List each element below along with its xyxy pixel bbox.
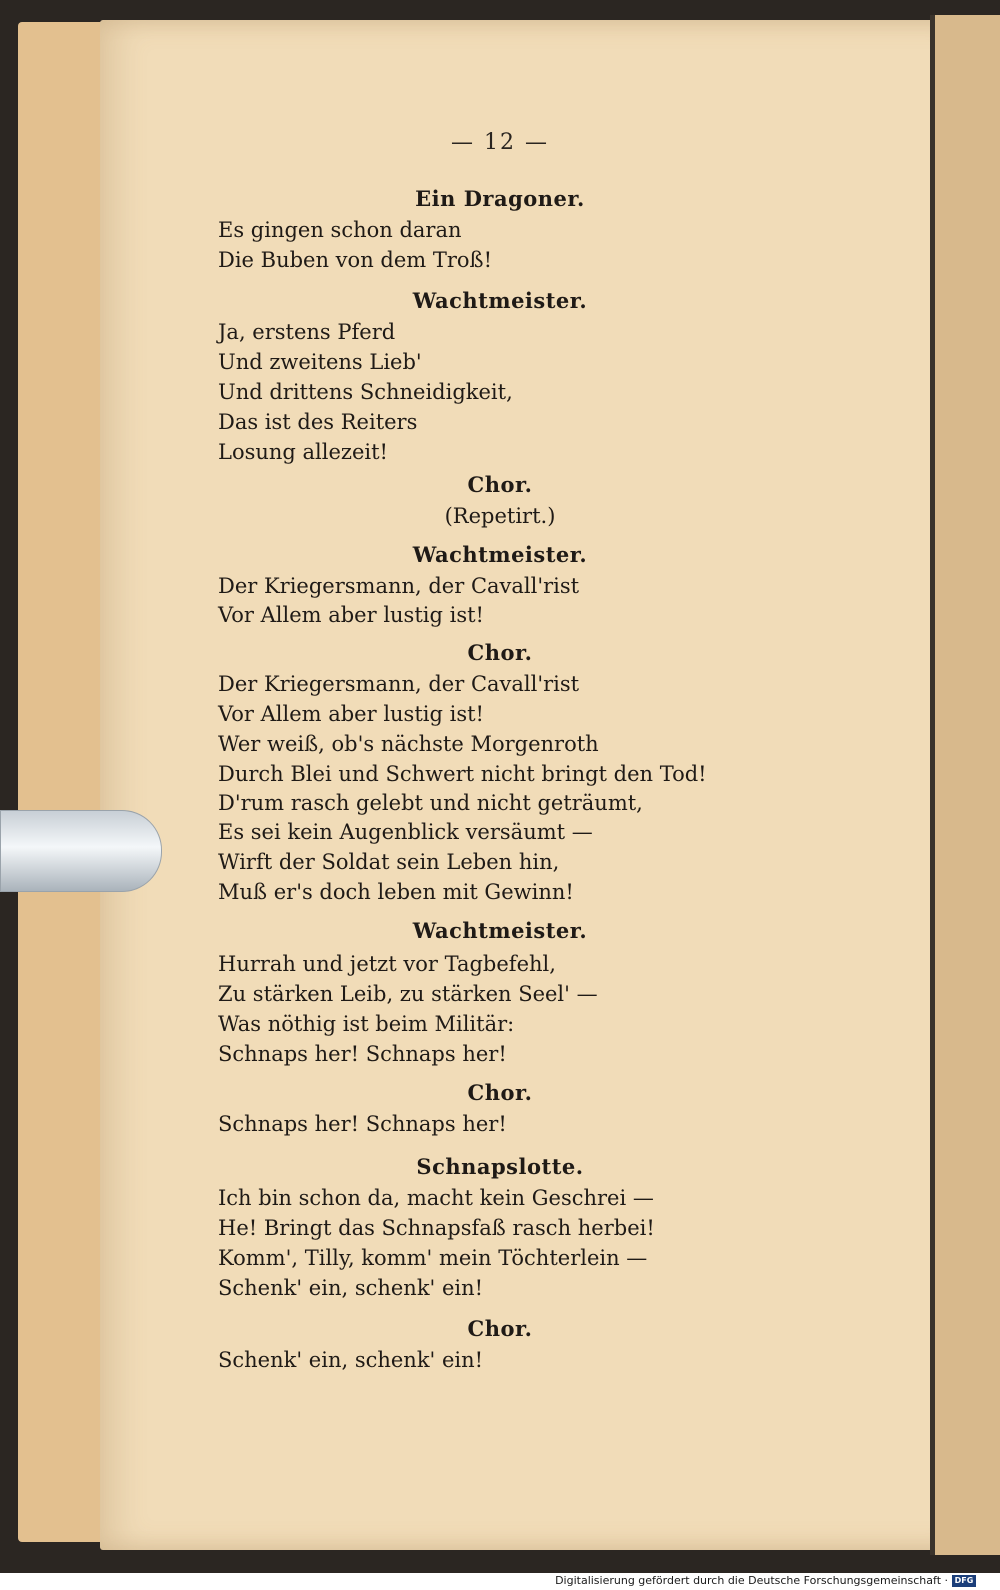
verse-line: Der Kriegersmann, der Cavall'rist	[218, 574, 580, 598]
right-page-edge	[935, 15, 1000, 1555]
verse-line: Vor Allem aber lustig ist!	[218, 702, 484, 726]
speaker-heading: Chor.	[467, 472, 533, 497]
verse-line: Schnaps her! Schnaps her!	[218, 1042, 507, 1066]
speaker-heading: Ein Dragoner.	[415, 186, 585, 211]
verse-line: Die Buben von dem Troß!	[218, 248, 493, 272]
speaker-heading: Chor.	[467, 640, 533, 665]
verse-line: Ich bin schon da, macht kein Geschrei —	[218, 1186, 654, 1210]
dfg-logo: DFG	[952, 1575, 976, 1587]
verse-line: Es sei kein Augenblick versäumt —	[218, 820, 593, 844]
speaker-heading: Wachtmeister.	[412, 918, 588, 943]
speaker-heading: Wachtmeister.	[412, 288, 588, 313]
verse-line: Schenk' ein, schenk' ein!	[218, 1276, 484, 1300]
verse-line: Durch Blei und Schwert nicht bringt den Tod!	[218, 762, 707, 786]
speaker-heading: Schnapslotte.	[416, 1154, 584, 1179]
verse-line: Muß er's doch leben mit Gewinn!	[218, 880, 574, 904]
speaker-heading: Chor.	[467, 1316, 533, 1341]
speaker-heading: Wachtmeister.	[412, 542, 588, 567]
verse-line: Und drittens Schneidigkeit,	[218, 380, 513, 404]
page-clamp	[0, 810, 162, 892]
verse-line: Es gingen schon daran	[218, 218, 462, 242]
stage-direction: (Repetirt.)	[444, 504, 556, 528]
verse-line: Schenk' ein, schenk' ein!	[218, 1348, 484, 1372]
verse-line: D'rum rasch gelebt und nicht geträumt,	[218, 791, 643, 815]
verse-line: He! Bringt das Schnapsfaß rasch herbei!	[218, 1216, 655, 1240]
verse-line: Hurrah und jetzt vor Tagbefehl,	[218, 952, 556, 976]
speaker-heading: Chor.	[467, 1080, 533, 1105]
verse-line: Zu stärken Leib, zu stärken Seel' —	[218, 982, 598, 1006]
verse-line: Was nöthig ist beim Militär:	[218, 1012, 515, 1036]
verse-line: Wirft der Soldat sein Leben hin,	[218, 850, 560, 874]
verse-line: Und zweitens Lieb'	[218, 350, 422, 374]
verse-line: Der Kriegersmann, der Cavall'rist	[218, 672, 580, 696]
verse-line: Schnaps her! Schnaps her!	[218, 1112, 507, 1136]
verse-line: Ja, erstens Pferd	[218, 320, 396, 344]
verse-line: Komm', Tilly, komm' mein Töchterlein —	[218, 1246, 648, 1270]
digitization-credit: Digitalisierung gefördert durch die Deutsche Forschungsgemeinschaft ·	[555, 1574, 948, 1587]
verse-line: Wer weiß, ob's nächste Morgenroth	[218, 732, 599, 756]
verse-line: Losung allezeit!	[218, 440, 388, 464]
verse-line: Das ist des Reiters	[218, 410, 418, 434]
page-number: — 12 —	[451, 130, 549, 155]
verse-line: Vor Allem aber lustig ist!	[218, 603, 484, 627]
